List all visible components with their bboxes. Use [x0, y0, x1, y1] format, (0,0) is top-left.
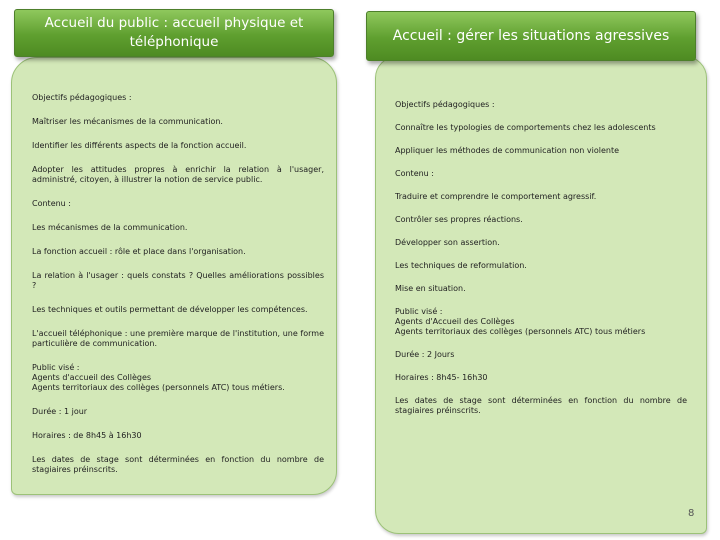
right-content-item: Contrôler ses propres réactions. — [395, 215, 523, 224]
left-objectives-heading: Objectifs pédagogiques : — [32, 93, 132, 102]
right-objectives-heading: Objectifs pédagogiques : — [395, 100, 495, 109]
right-duration: Durée : 2 Jours — [395, 350, 455, 359]
right-course-title — [366, 11, 696, 61]
right-content-item: Développer son assertion. — [395, 238, 500, 247]
left-dates-note: Les dates de stage sont déterminées en fonction du nombre de stagiaires préinscrits. — [32, 455, 324, 474]
left-course-description — [32, 93, 324, 489]
right-content-item: Mise en situation. — [395, 284, 466, 293]
left-objective-item: Adopter les attitudes propres à enrichir la relation à l'usager, administré, citoyen, à illustrer la notion de service public. — [32, 165, 324, 184]
left-content-item: La fonction accueil : rôle et place dans l'organisation. — [32, 247, 246, 256]
left-course-title — [14, 9, 334, 57]
left-duration: Durée : 1 jour — [32, 407, 88, 416]
right-content-heading: Contenu : — [395, 169, 434, 178]
right-audience: Public visé : Agents d'Accueil des Collèges Agents territoriaux des collèges (personnels ATC) tous métiers — [395, 307, 646, 336]
left-audience: Public visé : Agents d'accueil des Collèges Agents territoriaux des collèges (personnels ATC) tous métiers. — [32, 363, 285, 392]
right-content-item: Traduire et comprendre le comportement agressif. — [395, 192, 597, 201]
page-number: 8 — [688, 508, 695, 519]
right-objective-item: Appliquer les méthodes de communication non violente — [395, 146, 620, 155]
left-content-item: La relation à l'usager : quels constats ? Quelles améliorations possibles ? — [32, 271, 324, 290]
right-dates-note: Les dates de stage sont déterminées en fonction du nombre de stagiaires préinscrits. — [395, 396, 687, 415]
right-course-description — [395, 100, 687, 429]
left-content-item: Les techniques et outils permettant de développer les compétences. — [32, 305, 308, 314]
right-hours: Horaires : 8h45- 16h30 — [395, 373, 488, 382]
left-hours: Horaires : de 8h45 à 16h30 — [32, 431, 142, 440]
left-content-item: L'accueil téléphonique : une première marque de l'institution, une forme particulière de communication. — [32, 329, 324, 348]
left-content-item: Les mécanismes de la communication. — [32, 223, 188, 232]
right-course-title-text: Accueil : gérer les situations agressives — [392, 27, 670, 44]
right-content-item: Les techniques de reformulation. — [395, 261, 527, 270]
left-objective-item: Identifier les différents aspects de la fonction accueil. — [32, 141, 247, 150]
left-objective-item: Maîtriser les mécanismes de la communication. — [32, 117, 223, 126]
left-content-heading: Contenu : — [32, 199, 71, 208]
left-course-title-text: Accueil du public : accueil physique et téléphonique — [44, 15, 304, 50]
right-objective-item: Connaître les typologies de comportements chez les adolescents — [395, 123, 656, 132]
